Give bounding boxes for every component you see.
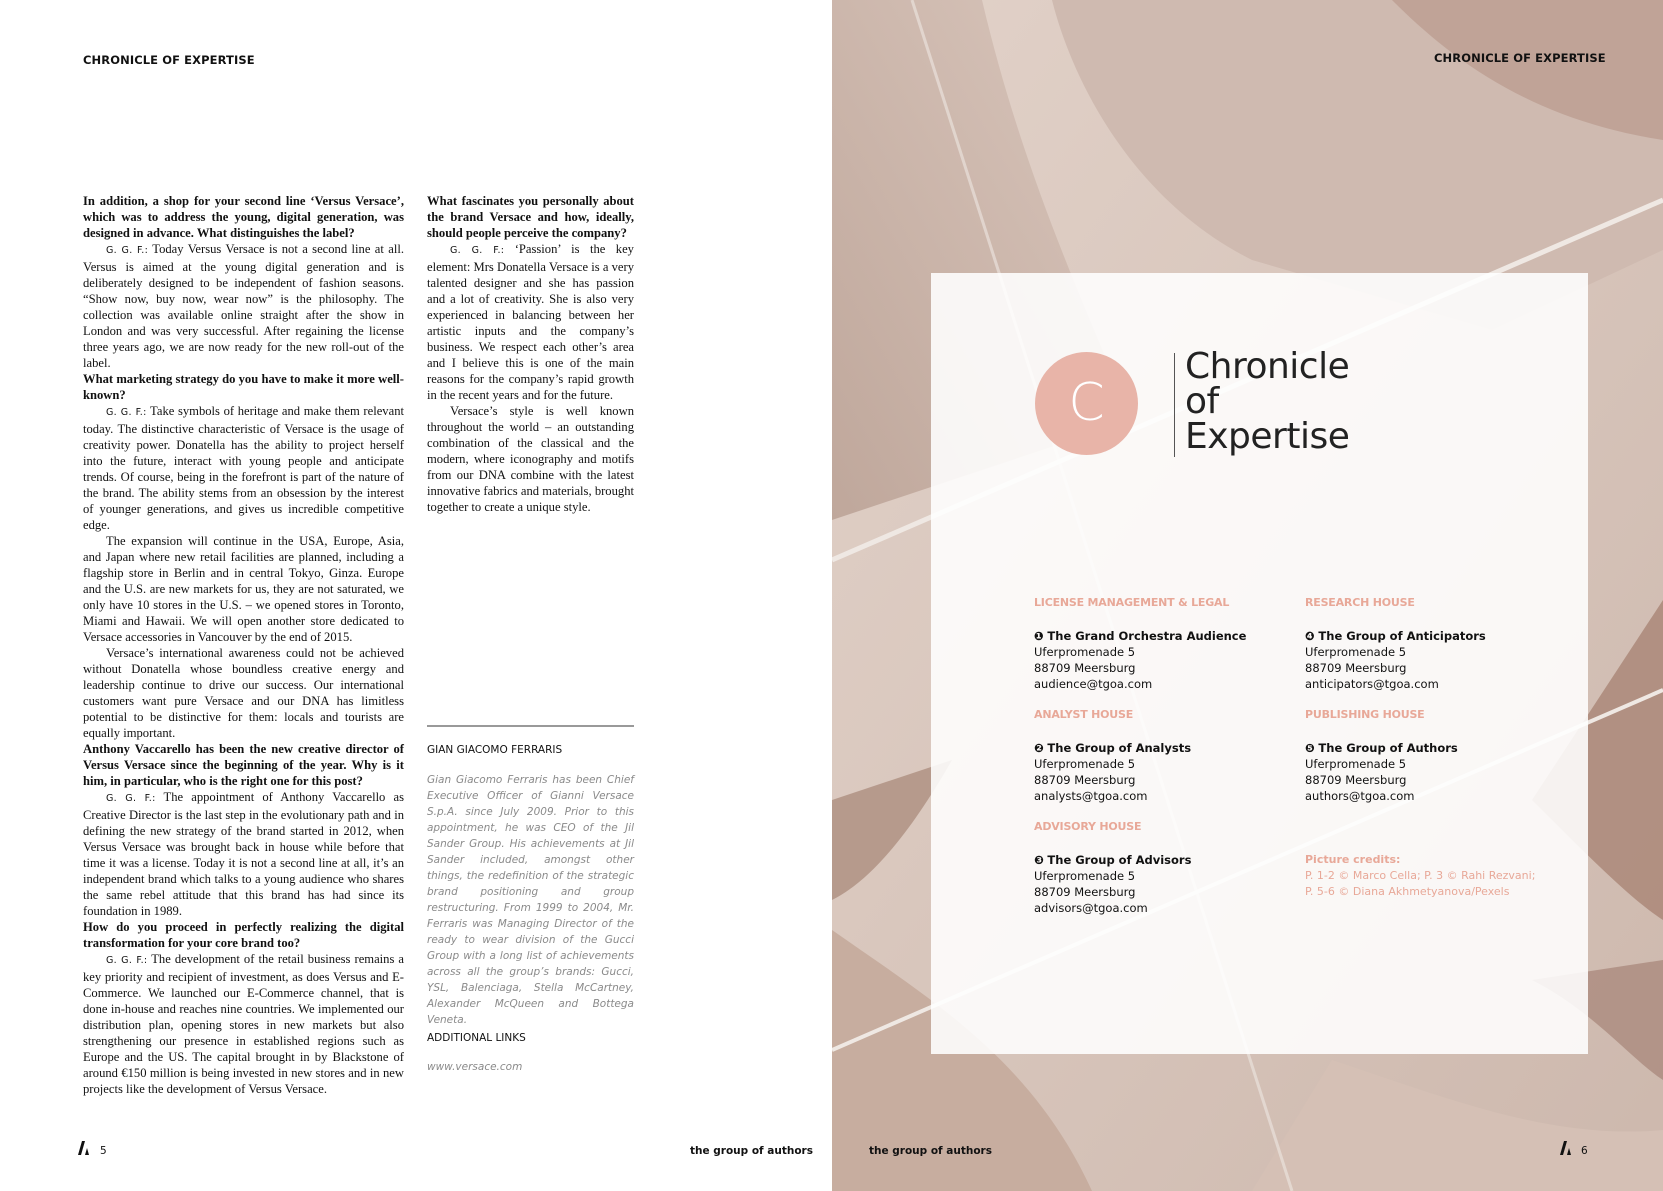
running-head-right: CHRONICLE OF EXPERTISE (1434, 51, 1606, 65)
paragraph-text: How do you proceed in perfectly realizing the digital transformation for your core brand too? (83, 920, 404, 950)
title-line-1: Chronicle (1185, 346, 1350, 387)
paragraph-text: Versace’s international awareness could not be achieved without Donatella whose boundless creative energy and leadership continue to drive our success. Our international customers want pure Versace and our DNA has limitless potential to be distinctive for them: locals and tourists are equally important. (83, 646, 404, 740)
paragraph-text: In addition, a shop for your second line ‘Versus Versace’, which was to address the young, digital generation, was designed in advance. What distinguishes the label? (83, 194, 404, 240)
contact-city: 88709 Meersburg (1034, 885, 1136, 899)
paragraph-text: What marketing strategy do you have to make it more well-known? (83, 372, 404, 402)
versace-link[interactable]: www.versace.com (427, 1061, 523, 1073)
interview-answer (427, 403, 634, 515)
interview-answer (83, 533, 404, 645)
contact-email[interactable]: anticipators@tgoa.com (1305, 677, 1439, 691)
paragraph-text: Take symbols of heritage and make them relevant today. The distinctive characteristic of Versace is the usage of creativity power. Donatella has the ability to project herself into the future, interact with young people and anticipate trends. Of course, being in the forefront is part of the nature of the brand. The ability stems from an obsession by the interest of younger generations, and gives us incredible competitive edge. (83, 404, 404, 532)
contact-number: ❶ (1034, 629, 1044, 643)
paragraph-text: Anthony Vaccarello has been the new creative director of Versus Versace since the beginning of the year. Why is it him, in particular, who is the right one for this post? (83, 742, 404, 788)
paragraph-text: ‘Passion’ is the key element: Mrs Donatella Versace is a very talented designer and she has passion and a lot of creativity. She is also very experienced in balancing between her artistic inputs and the company’s business. We respect each other’s area and I believe this is one of the main reasons for the company’s rapid growth in the recent years and for the future. (427, 242, 634, 402)
speaker-initials: G. G. F.: (106, 793, 156, 804)
section-head-research: RESEARCH HOUSE (1305, 596, 1415, 609)
masthead-title (1185, 346, 1350, 457)
running-head-left: CHRONICLE OF EXPERTISE (83, 53, 255, 67)
picture-credits-line-1: P. 1-2 © Marco Cella; P. 3 © Rahi Rezvani; (1305, 869, 1536, 882)
contact-analyst (1034, 740, 1191, 804)
interview-answer (427, 241, 634, 403)
interview-question (83, 919, 404, 951)
article-column-1 (83, 193, 404, 1097)
contact-street: Uferpromenade 5 (1034, 645, 1136, 659)
contact-number: ❺ (1305, 741, 1315, 755)
picture-credits (1305, 852, 1535, 900)
contact-street: Uferpromenade 5 (1305, 757, 1407, 771)
contact-city: 88709 Meersburg (1034, 773, 1136, 787)
interview-question (83, 741, 404, 789)
picture-credits-line-2: P. 5-6 © Diana Akhmetyanova/Pexels (1305, 885, 1510, 898)
contact-city: 88709 Meersburg (1305, 661, 1407, 675)
contact-number: ❹ (1305, 629, 1315, 643)
additional-links-heading: ADDITIONAL LINKS (427, 1032, 526, 1044)
paragraph-text: The appointment of Anthony Vaccarello as Creative Director is the last step in the evolutionary path and in defining the new strategy of the brand started in 2012, when Versus Versace was brought back in house while before that time it was a license. Today it is not a second line at all, it’s an independent brand which talks to a young audience who shares the same rebel attitude that this brand has had since its foundation in 1989. (83, 790, 404, 918)
section-head-analyst: ANALYST HOUSE (1034, 708, 1134, 721)
article-column-2 (427, 193, 634, 515)
contact-street: Uferpromenade 5 (1034, 757, 1136, 771)
title-divider (1174, 353, 1175, 457)
speaker-initials: G. G. F.: (106, 245, 149, 256)
section-head-license: LICENSE MANAGEMENT & LEGAL (1034, 596, 1230, 609)
publisher-name-right: the group of authors (869, 1145, 992, 1157)
title-line-3: Expertise (1185, 416, 1350, 457)
chronicle-badge: C (1035, 352, 1138, 455)
contact-email[interactable]: analysts@tgoa.com (1034, 789, 1148, 803)
interview-answer (83, 241, 404, 371)
interview-question (83, 193, 404, 241)
contact-name: The Grand Orchestra Audience (1047, 629, 1247, 643)
contact-publishing (1305, 740, 1458, 804)
picture-credits-heading: Picture credits: (1305, 853, 1401, 866)
contact-research (1305, 628, 1486, 692)
interview-answer (83, 951, 404, 1097)
interview-question (83, 371, 404, 403)
paragraph-text: What fascinates you personally about the brand Versace and how, ideally, should people perceive the company? (427, 194, 634, 240)
contact-email[interactable]: audience@tgoa.com (1034, 677, 1153, 691)
contact-name: The Group of Analysts (1047, 741, 1192, 755)
page-number-right: 6 (1581, 1145, 1588, 1157)
interview-answer (83, 403, 404, 533)
publisher-logo-icon (74, 1141, 92, 1155)
contact-name: The Group of Anticipators (1318, 629, 1486, 643)
interview-question (427, 193, 634, 241)
publisher-logo-icon (1556, 1141, 1574, 1155)
contact-street: Uferpromenade 5 (1305, 645, 1407, 659)
contact-city: 88709 Meersburg (1305, 773, 1407, 787)
speaker-initials: G. G. F.: (106, 955, 148, 966)
page-number-left: 5 (100, 1145, 107, 1157)
contact-name: The Group of Authors (1318, 741, 1458, 755)
title-line-2: of (1185, 381, 1219, 422)
contact-card (931, 273, 1588, 1054)
section-head-publishing: PUBLISHING HOUSE (1305, 708, 1425, 721)
paragraph-text: Today Versus Versace is not a second line at all. Versus is aimed at the young digital generation and is deliberately designed to be independent of fashion seasons. “Show now, buy now, wear now” is the philosophy. The collection was available online straight after the show in London and was very successful. After regaining the license three years ago, we are now ready for the new roll-out of the label. (83, 242, 404, 370)
bio-text: Gian Giacomo Ferraris has been Chief Executive Officer of Gianni Versace S.p.A. since July 2009. Prior to this appointment, he was CEO of the Jil Sander Group. His achievements at Jil Sander included, amongst other things, the redefinition of the strategic brand positioning and group restructuring. From 1999 to 2004, Mr. Ferraris was Managing Director of the ready to wear division of the Gucci Group with a long list of achievements across all the group’s brands: Gucci, YSL, Balenciaga, Stella McCartney, Alexander McQueen and Bottega Veneta. (427, 774, 634, 1026)
paragraph-text: The development of the retail business remains a key priority and recipient of investment, as does Versus and E-Commerce. We launched our E-Commerce channel, that is done in-house and reaches nine countries. We implemented our distribution plan, opening stores in new markets but also strengthening our presence in established regions such as Europe and the US. The capital brought in by Blackstone of around €150 million is being invested in new stores and in new projects like the development of Versus Versace. (83, 952, 404, 1096)
speaker-initials: G. G. F.: (106, 407, 147, 418)
contact-street: Uferpromenade 5 (1034, 869, 1136, 883)
contact-city: 88709 Meersburg (1034, 661, 1136, 675)
interview-answer (83, 645, 404, 741)
contact-advisory (1034, 852, 1191, 916)
paragraph-text: The expansion will continue in the USA, Europe, Asia, and Japan where new retail facilities are planned, including a flagship store in Berlin and in central Tokyo, Ginza. Europe and the U.S. are new markets for us, they are not saturated, we only have 10 stores in the U.S. – we opened stores in Toronto, Miami and Hawaii. We will open another store dedicated to Versace accessories in Vancouver by the end of 2015. (83, 534, 404, 644)
contact-name: The Group of Advisors (1047, 853, 1192, 867)
bio-divider (427, 725, 634, 727)
interview-answer (83, 789, 404, 919)
bio-name: GIAN GIACOMO FERRARIS (427, 744, 563, 756)
contact-number: ❸ (1034, 853, 1044, 867)
paragraph-text: Versace’s style is well known throughout the world – an outstanding combination of the classical and the modern, where iconography and motifs from our DNA combine with the latest innovative fabrics and materials, brought together to create a unique style. (427, 404, 634, 514)
publisher-name-left: the group of authors (690, 1145, 813, 1157)
contact-license (1034, 628, 1246, 692)
speaker-initials: G. G. F.: (450, 245, 505, 256)
contact-number: ❷ (1034, 741, 1044, 755)
contact-email[interactable]: advisors@tgoa.com (1034, 901, 1148, 915)
contact-email[interactable]: authors@tgoa.com (1305, 789, 1415, 803)
right-page (832, 0, 1663, 1191)
section-head-advisory: ADVISORY HOUSE (1034, 820, 1142, 833)
